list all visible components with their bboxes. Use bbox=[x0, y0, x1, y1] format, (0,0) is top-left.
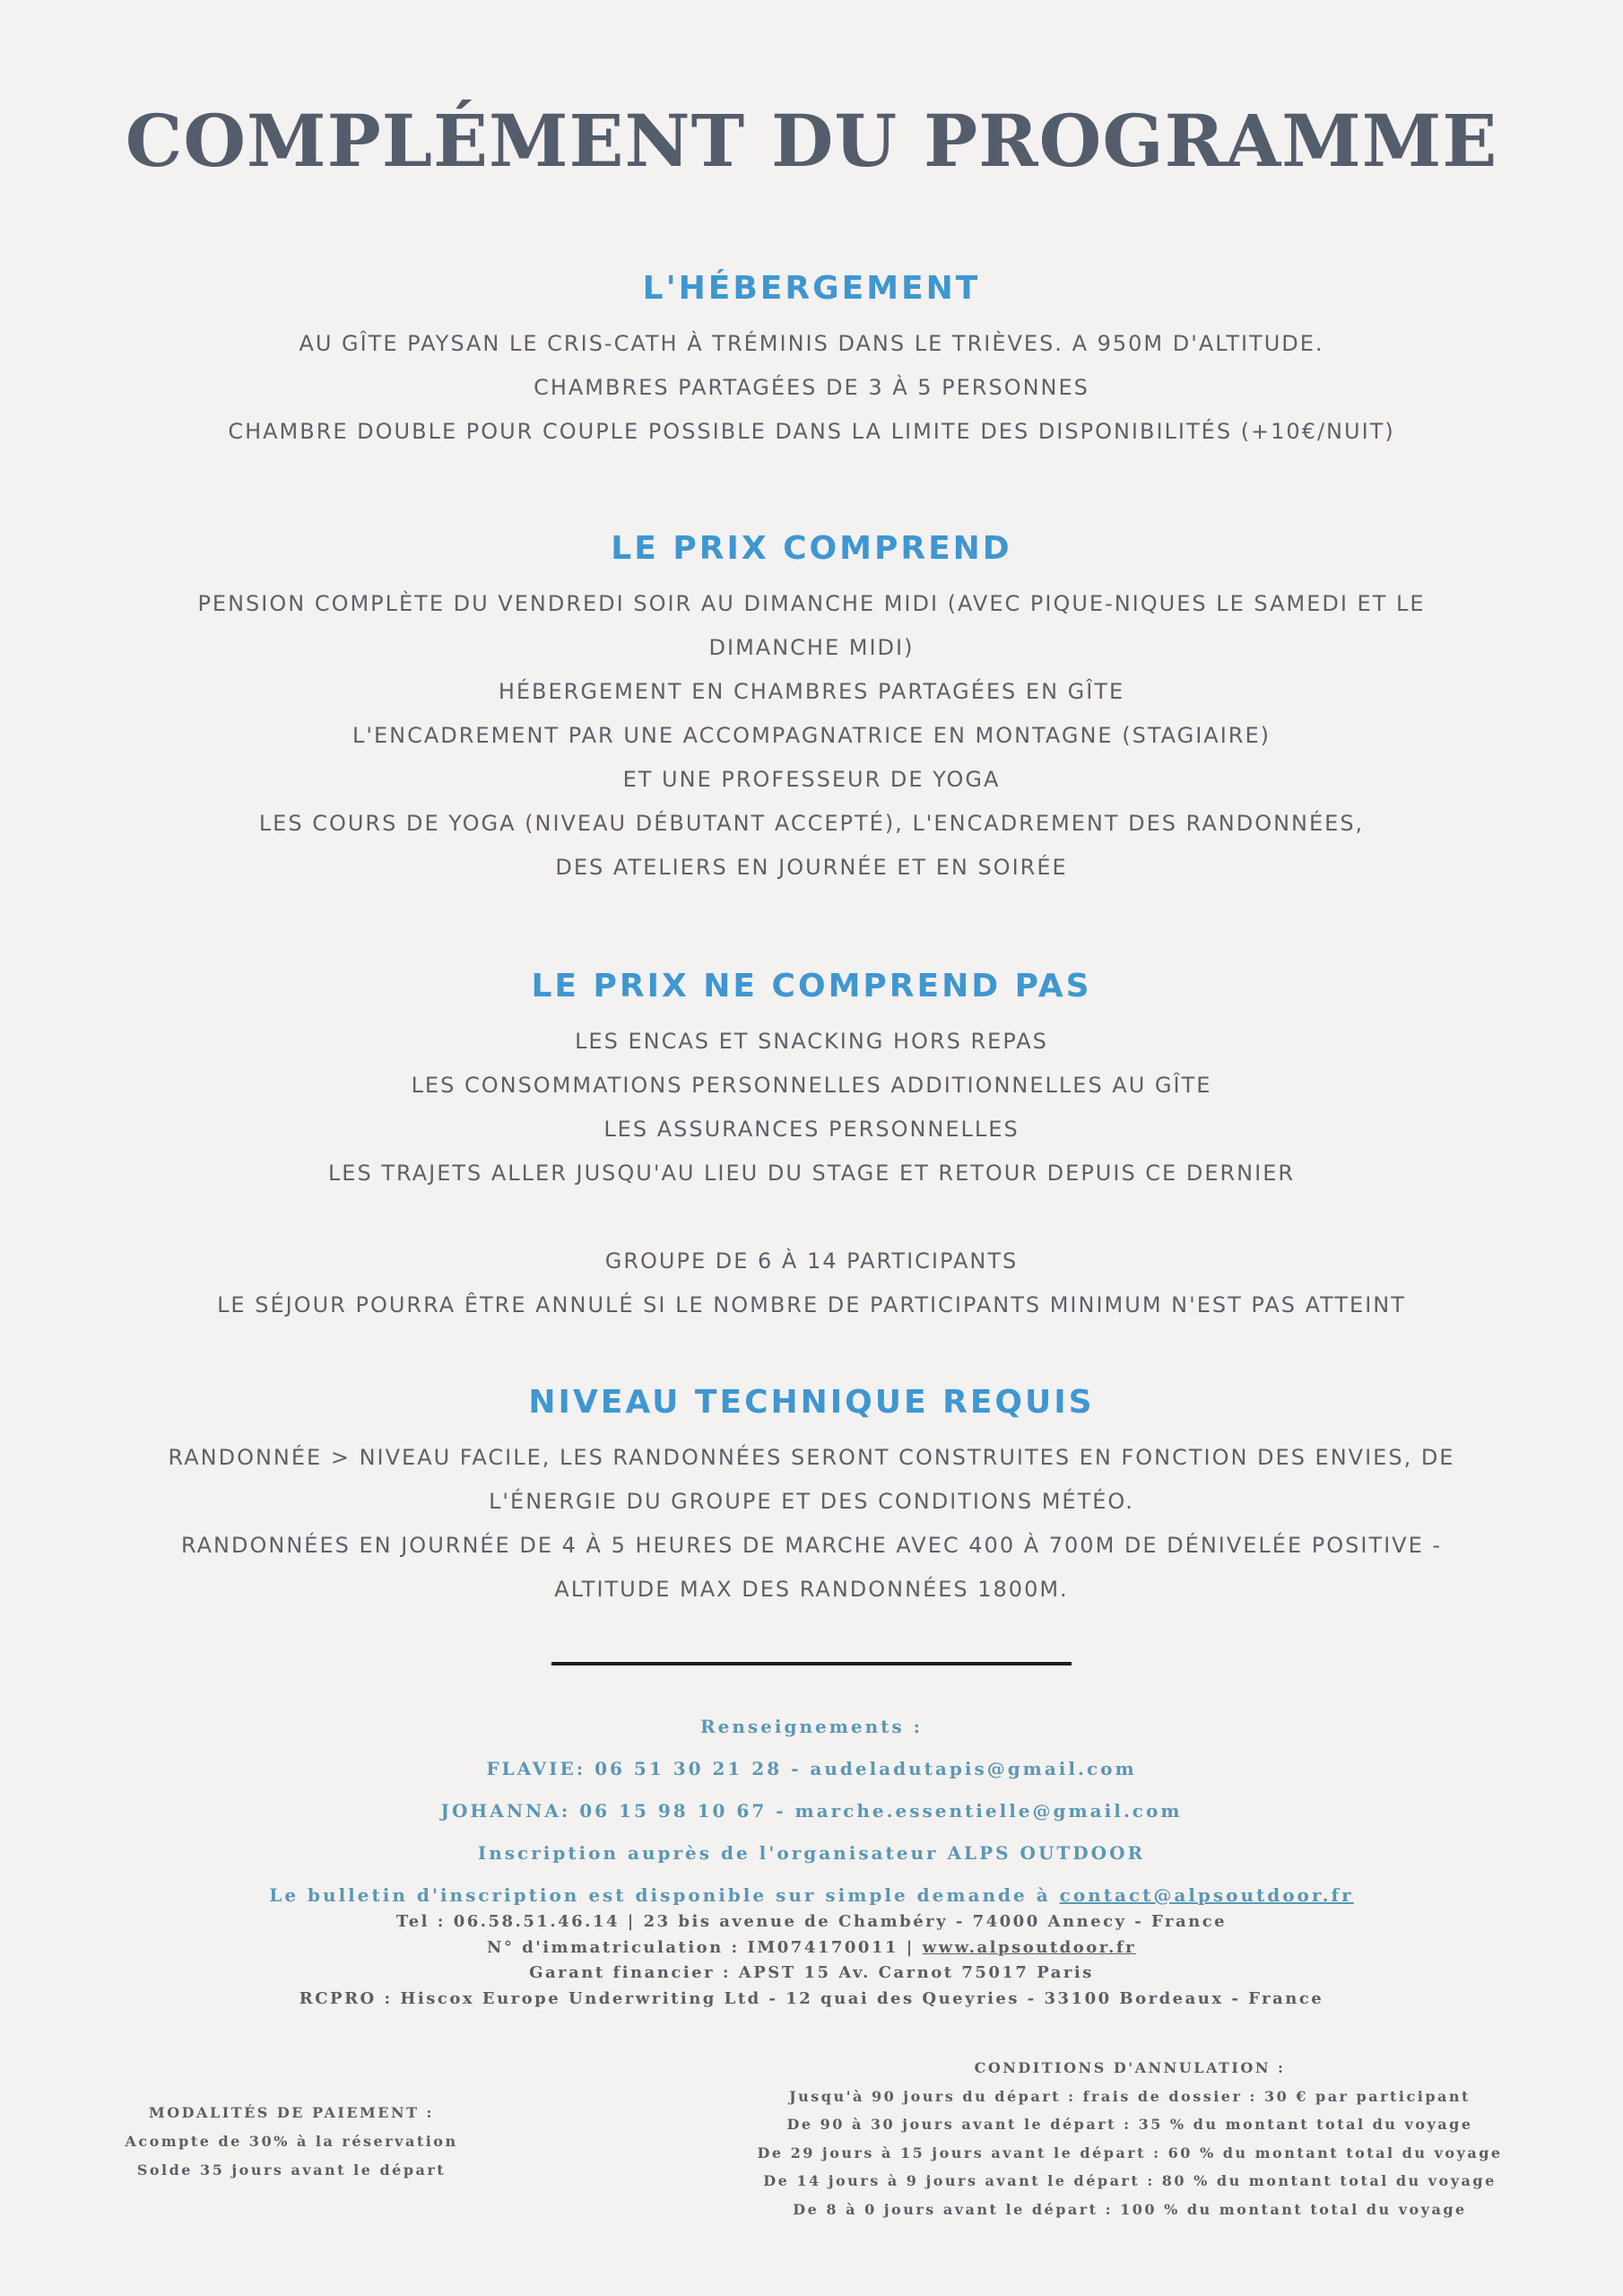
payment-heading: MODALITÉS DE PAIEMENT : bbox=[149, 2104, 434, 2121]
cancellation-line: De 90 à 30 jours avant le départ : 35 % du montant total du voyage bbox=[786, 2116, 1473, 2133]
company-info bbox=[0, 1909, 1623, 2012]
cancellation-line: De 8 à 0 jours avant le départ : 100 % du montant total du voyage bbox=[793, 2200, 1467, 2218]
immat-text: N° d'immatriculation : IM074170011 | bbox=[486, 1937, 923, 1957]
text-line: CHAMBRE DOUBLE POUR COUPLE POSSIBLE DANS LA LIMITE DES DISPONIBILITÉS (+10€/NUIT) bbox=[228, 419, 1395, 445]
contact-johanna: JOHANNA: 06 15 98 10 67 - marche.essentielle@gmail.com bbox=[440, 1800, 1183, 1822]
contact-flavie: FLAVIE: 06 51 30 21 28 - audeladutapis@gmail.com bbox=[486, 1758, 1137, 1779]
website-link[interactable]: www.alpsoutdoor.fr bbox=[922, 1937, 1137, 1957]
divider bbox=[551, 1662, 1072, 1665]
section-groupe bbox=[0, 1239, 1623, 1327]
text-line: LE SÉJOUR POURRA ÊTRE ANNULÉ SI LE NOMBRE DE PARTICIPANTS MINIMUM N'EST PAS ATTEINT bbox=[217, 1292, 1406, 1318]
cancellation-line: De 29 jours à 15 jours avant le départ : 60 % du montant total du voyage bbox=[757, 2144, 1503, 2161]
text-line: ET UNE PROFESSEUR DE YOGA bbox=[622, 767, 1001, 793]
payment-line: Acompte de 30% à la réservation bbox=[125, 2133, 458, 2150]
text-line: LES ENCAS ET SNACKING HORS REPAS bbox=[575, 1029, 1048, 1055]
payment-terms bbox=[99, 2099, 484, 2185]
contact-email-link[interactable]: contact@alpsoutdoor.fr bbox=[1059, 1884, 1354, 1906]
text-line: LES TRAJETS ALLER JUSQU'AU LIEU DU STAGE ET RETOUR DEPUIS CE DERNIER bbox=[327, 1161, 1296, 1187]
section-heading: NIVEAU TECHNIQUE REQUIS bbox=[528, 1384, 1095, 1421]
contact-heading: Renseignements : bbox=[700, 1716, 923, 1737]
cancellation-line: Jusqu'à 90 jours du départ : frais de dossier : 30 € par participant bbox=[789, 2087, 1471, 2105]
bulletin-prefix: Le bulletin d'inscription est disponible sur simple demande à bbox=[269, 1884, 1060, 1906]
text-line: PENSION COMPLÈTE DU VENDREDI SOIR AU DIMANCHE MIDI (AVEC PIQUE-NIQUES LE SAMEDI ET LE bbox=[197, 591, 1426, 617]
text-line: L'ENCADREMENT PAR UNE ACCOMPAGNATRICE EN MONTAGNE (STAGIAIRE) bbox=[352, 723, 1271, 749]
cancellation-heading: CONDITIONS D'ANNULATION : bbox=[974, 2059, 1286, 2076]
text-line: DES ATELIERS EN JOURNÉE ET EN SOIRÉE bbox=[555, 855, 1068, 881]
inscription-text: Inscription auprès de l'organisateur ALPS OUTDOOR bbox=[477, 1842, 1146, 1864]
section-heading: L'HÉBERGEMENT bbox=[642, 270, 981, 307]
contact-block bbox=[0, 1706, 1623, 1917]
text-line: HÉBERGEMENT EN CHAMBRES PARTAGÉES EN GÎTE bbox=[498, 679, 1125, 705]
text-line: RANDONNÉE > NIVEAU FACILE, LES RANDONNÉES SERONT CONSTRUITES EN FONCTION DES ENVIES, DE bbox=[168, 1445, 1455, 1471]
company-immat bbox=[0, 1935, 1623, 1961]
section-heading: LE PRIX NE COMPREND PAS bbox=[531, 968, 1092, 1004]
section-hebergement bbox=[0, 269, 1623, 454]
text-line: RANDONNÉES EN JOURNÉE DE 4 À 5 HEURES DE MARCHE AVEC 400 À 700M DE DÉNIVELÉE POSITIVE - bbox=[180, 1533, 1443, 1559]
text-line: ALTITUDE MAX DES RANDONNÉES 1800M. bbox=[554, 1577, 1069, 1603]
company-rcpro: RCPRO : Hiscox Europe Underwriting Ltd - 12 quai des Queyries - 33100 Bordeaux - France bbox=[299, 1988, 1324, 2008]
text-line: CHAMBRES PARTAGÉES DE 3 À 5 PERSONNES bbox=[534, 375, 1089, 401]
text-line: LES ASSURANCES PERSONNELLES bbox=[603, 1117, 1020, 1143]
company-tel: Tel : 06.58.51.46.14 | 23 bis avenue de Chambéry - 74000 Annecy - France bbox=[395, 1912, 1228, 1931]
cancellation-line: De 14 jours à 9 jours avant le départ : 80 % du montant total du voyage bbox=[763, 2172, 1497, 2189]
page-title: COMPLÉMENT DU PROGRAMME bbox=[125, 99, 1498, 183]
text-line: LES COURS DE YOGA (NIVEAU DÉBUTANT ACCEPTÉ), L'ENCADREMENT DES RANDONNÉES, bbox=[258, 811, 1365, 837]
payment-line: Solde 35 jours avant le départ bbox=[136, 2161, 447, 2179]
text-line: L'ÉNERGIE DU GROUPE ET DES CONDITIONS MÉTÉO. bbox=[489, 1489, 1134, 1515]
cancellation-terms bbox=[681, 2054, 1578, 2223]
section-niveau bbox=[0, 1383, 1623, 1612]
text-line: AU GÎTE PAYSAN LE CRIS-CATH À TRÉMINIS DANS LE TRIÈVES. A 950M D'ALTITUDE. bbox=[299, 331, 1324, 357]
text-line: GROUPE DE 6 À 14 PARTICIPANTS bbox=[604, 1248, 1019, 1274]
section-heading: LE PRIX COMPREND bbox=[611, 530, 1012, 567]
section-prix-ne-comprend-pas bbox=[0, 967, 1623, 1196]
text-line: DIMANCHE MIDI) bbox=[708, 635, 915, 661]
company-garant: Garant financier : APST 15 Av. Carnot 75017 Paris bbox=[529, 1963, 1094, 1982]
text-line: LES CONSOMMATIONS PERSONNELLES ADDITIONNELLES AU GÎTE bbox=[411, 1073, 1212, 1099]
section-prix-comprend bbox=[0, 529, 1623, 890]
